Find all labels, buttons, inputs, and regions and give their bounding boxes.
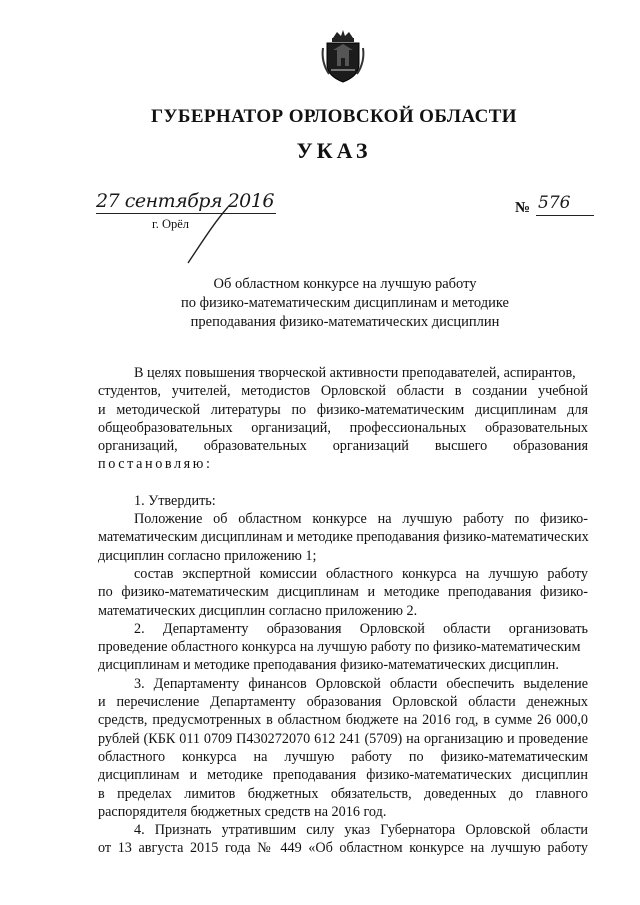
issuing-authority: ГУБЕРНАТОР ОРЛОВСКОЙ ОБЛАСТИ bbox=[151, 106, 517, 127]
preamble-line: студентов, учителей, методистов Орловской области в создании учебной bbox=[98, 383, 588, 400]
orel-region-coat-of-arms-icon bbox=[319, 28, 367, 84]
subject-line: по физико-математическим дисциплинам и методике bbox=[180, 295, 509, 311]
item-4-line: 4. Признать утратившим силу указ Губернатора Орловской области bbox=[134, 822, 588, 839]
number-underline bbox=[536, 215, 594, 216]
item-2-line: дисциплинам и методике преподавания физико-математических дисциплин. bbox=[98, 657, 559, 674]
item-4-line: от 13 августа 2015 года № 449 «Об областном конкурсе на лучшую работу bbox=[98, 840, 588, 857]
item-3-line: в пределах лимитов бюджетных обязательств, доведенных до главного bbox=[98, 785, 588, 802]
subject-line: Об областном конкурсе на лучшую работу bbox=[213, 276, 477, 292]
item-1-title: 1. Утвердить: bbox=[134, 492, 216, 509]
item-1a-line: Положение об областном конкурсе на лучшую работу по физико- bbox=[134, 511, 588, 528]
item-3-line: распорядителя бюджетных средств на 2016 год. bbox=[98, 803, 387, 820]
handwritten-document-number: 576 bbox=[538, 193, 571, 213]
item-3-line: дисциплинам и методике преподавания физико-математических дисциплин bbox=[98, 767, 588, 784]
item-1b-line: состав экспертной комиссии областного конкурса на лучшую работу bbox=[134, 565, 588, 582]
handwritten-date: 27 сентября 2016 bbox=[96, 190, 274, 212]
item-1a-line: математическим дисциплинам и методике преподавания физико-математических bbox=[98, 529, 589, 546]
city-of-issue: г. Орёл bbox=[152, 217, 190, 231]
pen-stroke-mark bbox=[170, 205, 230, 265]
item-3-line: и перечисление Департаменту образования Орловской области денежных bbox=[98, 694, 588, 711]
decree-subject bbox=[150, 275, 540, 332]
preamble-line: и методической литературы по физико-математическим дисциплинам для bbox=[98, 401, 588, 418]
decree-body bbox=[98, 364, 588, 858]
item-2-line: проведение областного конкурса на лучшую работу по физико-математическим bbox=[98, 639, 581, 656]
item-3-line: областного конкурса на лучшую работу по физико-математическим bbox=[98, 748, 588, 765]
decree-word: постановляю: bbox=[98, 456, 213, 473]
preamble-line: В целях повышения творческой активности преподавателей, аспирантов, bbox=[134, 365, 576, 381]
document-number-label: № bbox=[515, 200, 531, 216]
preamble-line: общеобразовательных организаций, профессиональных образовательных bbox=[98, 419, 588, 436]
item-3-line: средств, предусмотренных в областном бюджете на 2016 год, в сумме 26 000,0 bbox=[98, 712, 588, 729]
item-2-line: 2. Департаменту образования Орловской области организовать bbox=[134, 620, 588, 637]
item-3-line: 3. Департаменту финансов Орловской области обеспечить выделение bbox=[134, 675, 588, 692]
item-1a-line: дисциплин согласно приложению 1; bbox=[98, 547, 317, 564]
subject-line: преподавания физико-математических дисциплин bbox=[190, 314, 500, 330]
item-1b-line: математических дисциплин согласно приложению 2. bbox=[98, 602, 418, 619]
paragraph-gap bbox=[98, 474, 588, 492]
document-type-title: УКАЗ bbox=[296, 138, 372, 163]
preamble-line: организаций, образовательных организаций высшего образования bbox=[98, 438, 588, 455]
item-3-line: рублей (КБК 011 0709 П430272070 612 241 (5709) на организацию и проведение bbox=[98, 730, 588, 747]
item-1b-line: по физико-математическим дисциплинам и методике преподавания физико- bbox=[98, 584, 588, 601]
